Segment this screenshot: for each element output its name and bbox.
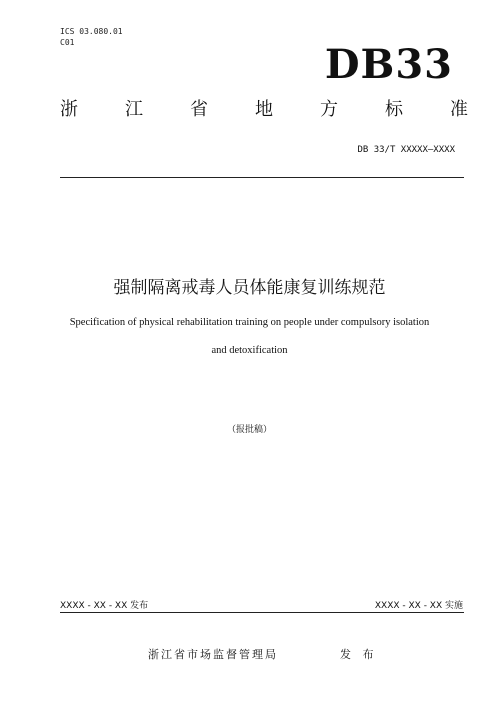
implementation-date: XXXX - XX - XX 实施 — [374, 601, 463, 611]
standard-title-char: 浙 — [60, 99, 78, 120]
publish-label: 发 布 — [340, 648, 378, 661]
standard-title-char: 地 — [255, 99, 273, 120]
issue-date: XXXX - XX - XX 发布 — [60, 601, 149, 611]
document-title-cn: 强制隔离戒毒人员体能康复训练规范 — [113, 278, 386, 298]
draft-status: （报批稿） — [226, 425, 272, 435]
standard-title-char: 省 — [190, 99, 208, 120]
standard-title-char: 江 — [125, 99, 143, 120]
standard-title-char: 准 — [450, 99, 468, 120]
standard-title-char: 方 — [320, 99, 338, 120]
document-title-en-line2: and detoxification — [211, 345, 288, 356]
ccs-code: C01 — [60, 38, 75, 47]
classification-codes — [60, 26, 123, 48]
header-divider — [60, 177, 464, 178]
standard-title-char: 标 — [385, 99, 403, 120]
issuing-authority: 浙江省市场监督管理局 — [148, 648, 278, 661]
ics-code: ICS 03.080.01 — [60, 27, 123, 36]
standard-type-title — [60, 98, 468, 122]
db-logo: DB33 — [324, 41, 453, 88]
document-title-en-line1: Specification of physical rehabilitation training on people under compulsory isolation — [69, 317, 430, 328]
footer-divider — [60, 612, 464, 613]
standard-number: DB 33/T XXXXX—XXXX — [357, 145, 455, 155]
